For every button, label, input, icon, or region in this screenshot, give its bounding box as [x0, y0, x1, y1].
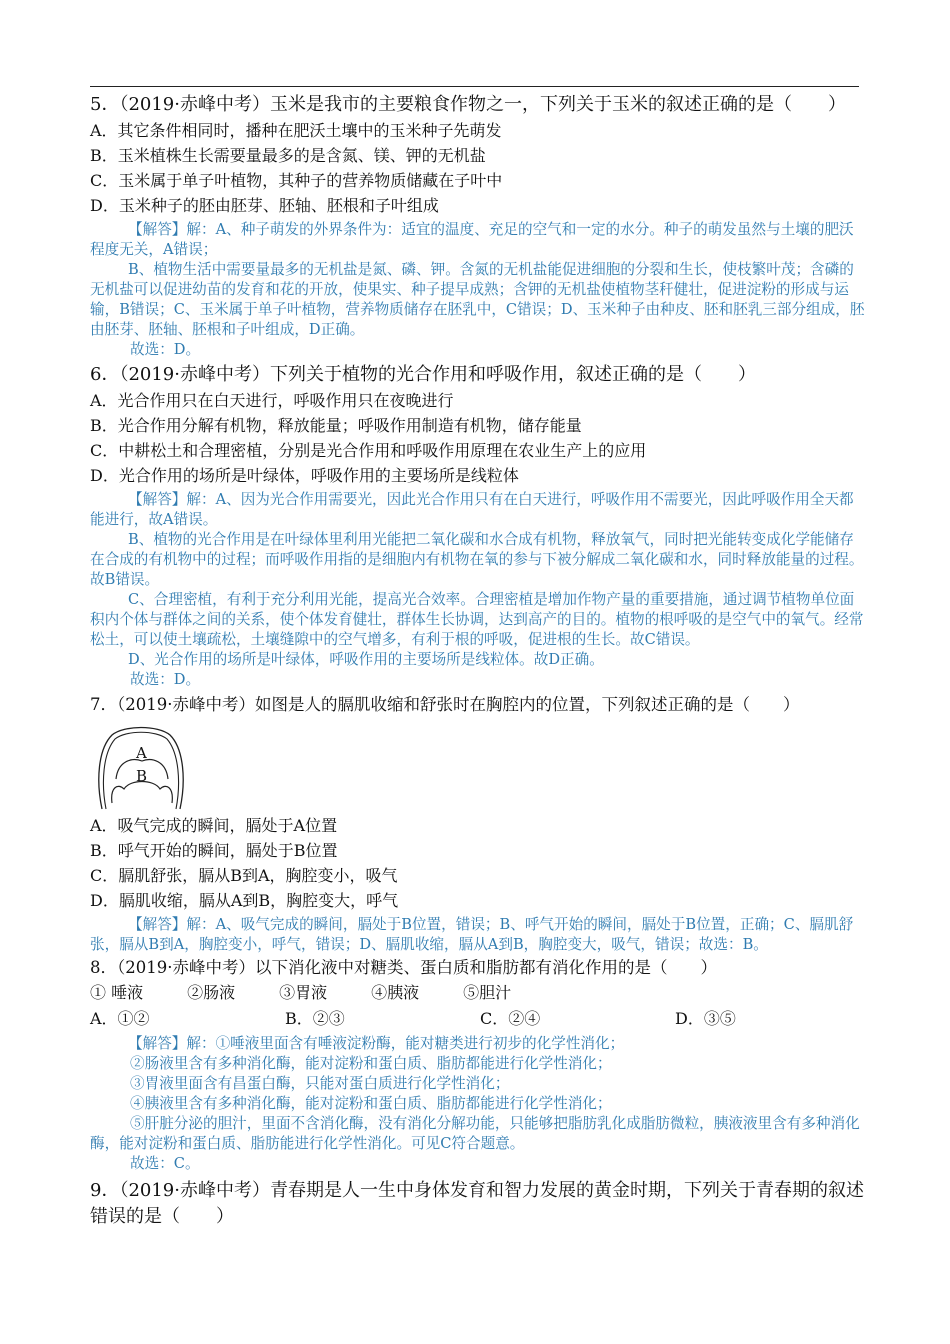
q8-answer-line: ④胰液里含有多种消化酶，能对淀粉和蛋白质、脂肪都能进行化学性消化；: [130, 1095, 612, 1112]
q7-answer-line: 【解答】解：A、吸气完成的瞬间，膈处于B位置，错误；B、呼气开始的瞬间，膈处于B位置，正确；C、膈肌舒张，膈从B到A，胸腔变小，呼气，错误；D、膈肌收缩，膈从A到B，胸腔变大，吸气，错误；故选：B。: [90, 916, 854, 953]
q6-answer-line: 【解答】解：A、因为光合作用需要光，因此光合作用只有在白天进行，呼吸作用不需要光，因此呼吸作用全天都能进行，故A错误。: [90, 491, 854, 528]
q7-option-a: A．吸气完成的瞬间，膈处于A位置: [90, 816, 338, 835]
q7-answer: [90, 915, 865, 955]
q6-answer-line: D、光合作用的场所是叶绿体，呼吸作用的主要场所是线粒体。故D正确。: [128, 651, 604, 668]
q7-option-c: C．膈肌舒张，膈从B到A，胸腔变小，吸气: [90, 866, 398, 885]
thoracic-cavity-figure: [94, 721, 188, 811]
q6-answer-line: C、合理密植，有利于充分利用光能，提高光合效率。合理密植是增加作物产量的重要措施，通过调节植物单位面积内个体与群体之间的关系，使个体发育健壮，群体生长协调，达到高产的目的。植物的根呼吸的是空气中的氧气。经常松土，可以使土壤疏松，土壤缝隙中的空气增多，有利于根的呼吸，促进根的生长。故C错误。: [90, 591, 864, 648]
header-rule: [90, 86, 859, 87]
q6-answer-line: B、植物的光合作用是在叶绿体里利用光能把二氧化碳和水合成有机物，释放氧气，同时把光能转变成化学能储存在合成的有机物中的过程；而呼吸作用指的是细胞内有机物在氧的参与下被分解成二氧化碳和水，同时释放能量的过程。故B错误。: [90, 531, 864, 588]
q5-option-a: A．其它条件相同时，播种在肥沃土壤中的玉米种子先萌发: [90, 121, 502, 140]
q8-item: ① 唾液: [90, 983, 144, 1002]
q8-option-c: C．②④: [480, 1009, 541, 1028]
diaphragm-diagram: [94, 721, 188, 811]
q7-option-b: B．呼气开始的瞬间，膈处于B位置: [90, 841, 338, 860]
q6-stem: 6．（2019·赤峰中考）下列关于植物的光合作用和呼吸作用，叙述正确的是（ ）: [90, 364, 756, 385]
q8-stem: 8．（2019·赤峰中考）以下消化液中对糖类、蛋白质和脂肪都有消化作用的是（ ）: [90, 958, 717, 977]
q9-stem: 9．（2019·赤峰中考）青春期是人一生中身体发育和智力发展的黄金时期，下列关于青春期的叙述错误的是（ ）: [90, 1180, 864, 1227]
q8-answer: [90, 1034, 865, 1174]
q8-option-a: A．①②: [90, 1009, 150, 1028]
q5-option-d: D．玉米种子的胚由胚芽、胚轴、胚根和子叶组成: [90, 196, 439, 215]
q5-answer-line: B、植物生活中需要量最多的无机盐是氮、磷、钾。含氮的无机盐能促进细胞的分裂和生长，使枝繁叶茂；含磷的无机盐可以促进幼苗的发育和花的开放，使果实、种子提早成熟；含钾的无机盐使植物茎秆健壮，促进淀粉的形成与运输，B错误；C、玉米属于单子叶植物，营养物质储存在胚乳中，C错误；D、玉米种子由种皮、胚和胚乳三部分组成，胚由胚芽、胚轴、胚根和子叶组成，D正确。: [90, 261, 865, 338]
q8-items: [90, 980, 865, 1006]
q8-answer-line: ②肠液里含有多种消化酶，能对淀粉和蛋白质、脂肪都能进行化学性消化；: [130, 1055, 612, 1072]
q6-option-b: B．光合作用分解有机物，释放能量；呼吸作用制造有机物，储存能量: [90, 416, 582, 435]
q8-answer-line: ③胃液里面含有昌蛋白酶，只能对蛋白质进行化学性消化；: [130, 1075, 510, 1092]
q7-option-d: D．膈肌收缩，膈从A到B，胸腔变大，呼气: [90, 891, 399, 910]
q8-item: ②肠液: [187, 983, 236, 1002]
q8-item: ④胰液: [371, 983, 420, 1002]
q8-option-d: D．③⑤: [675, 1009, 736, 1028]
q5-option-c: C．玉米属于单子叶植物，其种子的营养物质储藏在子叶中: [90, 171, 503, 190]
q5-answer-choice: 故选：D。: [130, 341, 201, 358]
q6-option-d: D．光合作用的场所是叶绿体，呼吸作用的主要场所是线粒体: [90, 466, 519, 485]
question-list: [90, 92, 865, 1230]
q5-answer: [90, 220, 865, 360]
diagram-label-a: A: [136, 744, 147, 762]
q5-option-b: B．玉米植株生长需要量最多的是含氮、镁、钾的无机盐: [90, 146, 486, 165]
q6-option-a: A．光合作用只在白天进行，呼吸作用只在夜晚进行: [90, 391, 454, 410]
q8-answer-choice: 故选：C。: [130, 1155, 200, 1172]
q8-options: [90, 1006, 865, 1032]
q5-stem: 5．（2019·赤峰中考）玉米是我市的主要粮食作物之一，下列关于玉米的叙述正确的是（ ）: [90, 94, 846, 115]
q6-option-c: C．中耕松土和合理密植，分别是光合作用和呼吸作用原理在农业生产上的应用: [90, 441, 647, 460]
q6-answer-choice: 故选：D。: [130, 671, 201, 688]
q8-answer-line: 【解答】解：①唾液里面含有唾液淀粉酶，能对糖类进行初步的化学性消化；: [128, 1035, 625, 1052]
q7-stem: 7．（2019·赤峰中考）如图是人的膈肌收缩和舒张时在胸腔内的位置，下列叙述正确的是（ ）: [90, 695, 800, 714]
diagram-label-b: B: [136, 767, 148, 785]
q8-item: ③胃液: [279, 983, 328, 1002]
q8-option-b: B．②③: [285, 1009, 345, 1028]
q6-answer: [90, 490, 865, 690]
q5-answer-line: 【解答】解：A、种子萌发的外界条件为：适宜的温度、充足的空气和一定的水分。种子的萌发虽然与土壤的肥沃程度无关，A错误；: [90, 221, 854, 258]
q8-item: ⑤胆汁: [463, 983, 512, 1002]
q8-answer-line: ⑤肝脏分泌的胆汁，里面不含消化酶，没有消化分解功能，只能够把脂肪乳化成脂肪微粒，胰液液里含有多种消化酶，能对淀粉和蛋白质、脂肪能进行化学性消化。可见C符合题意。: [90, 1115, 860, 1152]
